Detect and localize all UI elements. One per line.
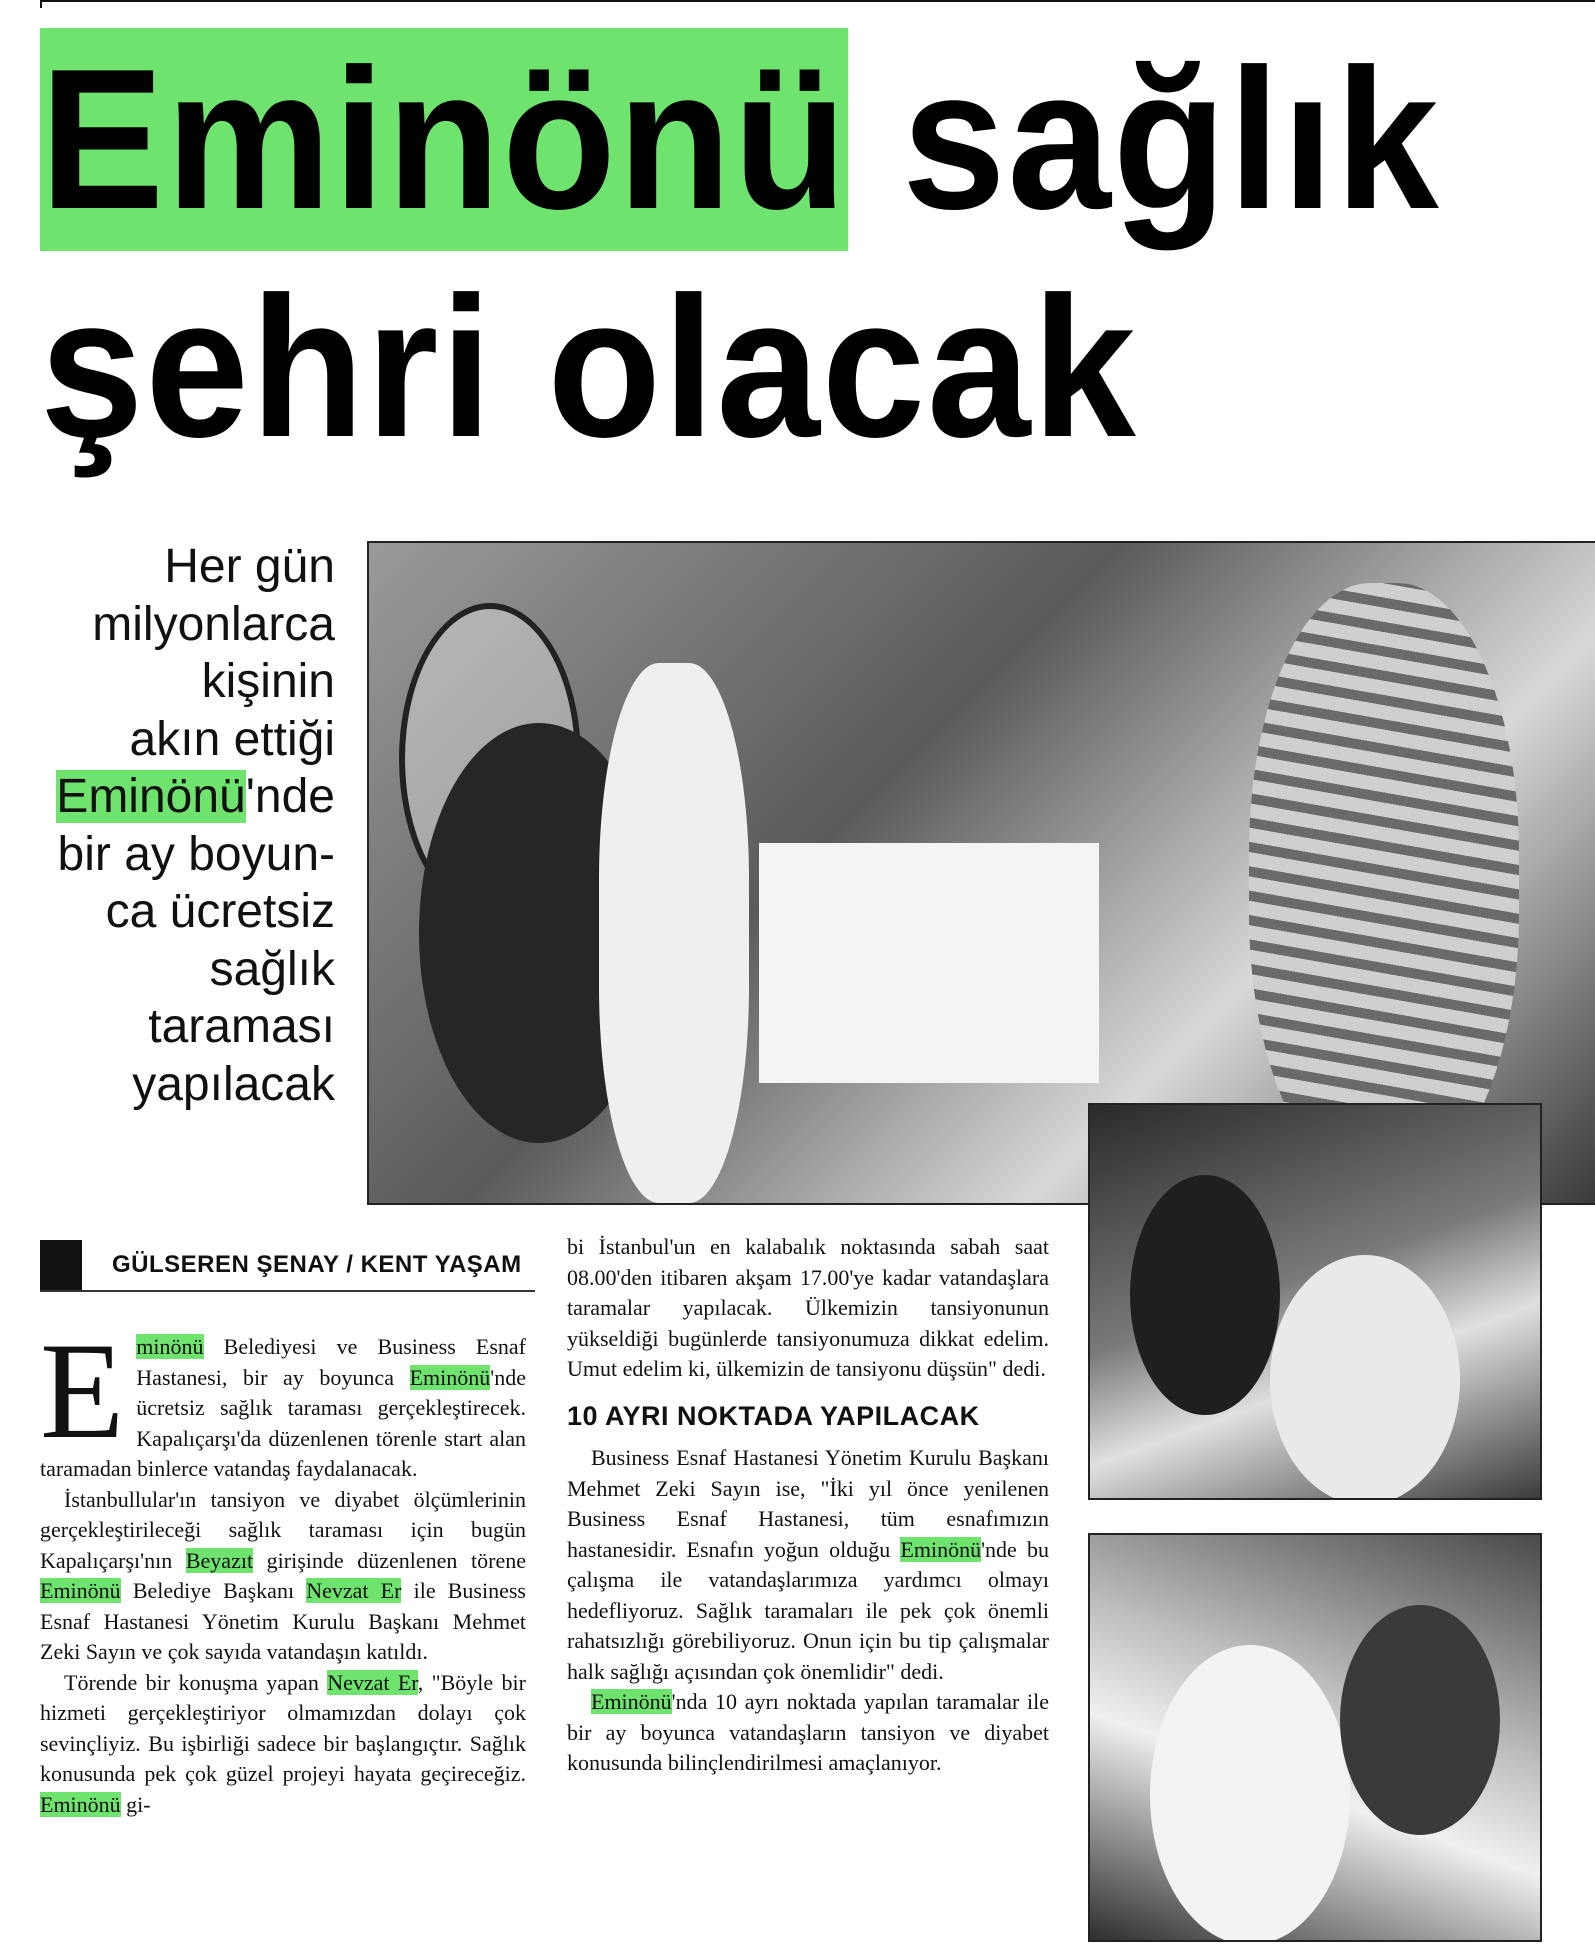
deck-line: Her gün	[164, 540, 335, 593]
article-paragraph: bi İstanbul'un en kalabalık noktasında sabah saat 08.00'den itibaren akşam 17.00'ye kadar vatandaşlara taramalar yapılacak. Ülkemizin tansiyonunun yükseldiği bugünlerde tansiyonumuza dikkat edelim. Umut edelim ki, ülkemizin de tansiyonu düşsün" dedi.	[567, 1234, 1049, 1381]
deck-line: taraması	[148, 1000, 335, 1053]
secondary-photo-1	[1088, 1103, 1542, 1500]
person-shape	[1150, 1645, 1350, 1942]
headline-line-1-rest: sağlık	[848, 28, 1441, 251]
article-paragraph: Eminönü Belediyesi ve Business Esnaf Hastanesi, bir ay boyunca Eminönü'nde ücretsiz sağlık taraması gerçekleştirecek. Kapalıçarşı'da düzenlenen törenle start alan taramadan binlerce vatandaş faydalanacak.	[40, 1314, 526, 1481]
nurse-shape	[599, 663, 749, 1203]
byline-bar	[40, 1240, 82, 1290]
headline-line-2: şehri olacak	[40, 256, 1138, 479]
deck-line: kişinin	[201, 655, 335, 708]
deck-line: milyonlarca	[92, 597, 335, 651]
article-column-2	[567, 1232, 1049, 1779]
person-shape	[1270, 1255, 1460, 1500]
person-shape	[1130, 1175, 1280, 1415]
article-paragraph: Törende bir konuşma yapan Nevzat Er, "Böyle bir hizmeti gerçekleştiriyor olmamızdan dolayı çok sevinçliyiz. Bu işbirliği sadece bir başlangıçtır. Sağlık konusunda pek çok güzel projeyi hayata geçireceğiz. Eminönü gi-	[40, 1669, 526, 1817]
article-column-1	[40, 1314, 526, 1820]
headline-line-1	[40, 28, 1441, 251]
deck-line: bir ay boyun-	[57, 827, 335, 881]
deck-line: sağlık	[209, 942, 335, 996]
headline-highlight: Eminönü	[40, 28, 849, 251]
byline-text: GÜLSEREN ŞENAY / KENT YAŞAM	[112, 1251, 522, 1278]
section-subheading: 10 AYRI NOKTADA YAPILACAK	[567, 1400, 980, 1431]
top-rule	[40, 0, 1595, 8]
article-paragraph: Business Esnaf Hastanesi Yönetim Kurulu Başkanı Mehmet Zeki Sayın ise, "İki yıl önce yenilenen Business Esnaf Hastanesi, tüm esnafımızın hastanesidir. Esnafın yoğun olduğu Eminönü'nde bu çalışma ile vatandaşlarımıza yardımcı olmayı hedefliyoruz. Sağlık taramaları ile pek çok önemli rahatsızlığı görebiliyoruz. Onun için bu tip çalışmalar halk sağlığı açısından çok önemlidir" dedi.	[567, 1445, 1050, 1684]
deck-line: akın ettiği	[129, 712, 335, 766]
deck-line-highlight: Eminönü'nde	[56, 770, 335, 823]
deck-line: yapılacak	[132, 1057, 335, 1111]
deck-line: ca ücretsiz	[105, 885, 335, 938]
article-paragraph: İstanbullular'ın tansiyon ve diyabet ölçümlerinin gerçekleştirileceği sağlık taraması için bugün Kapalıçarşı'nın Beyazıt girişinde düzenlenen törene Eminönü Belediye Başkanı Nevzat Er ile Business Esnaf Hastanesi Yönetim Kurulu Başkanı Mehmet Zeki Sayın ve çok sayıda vatandaşın katıldı.	[40, 1486, 526, 1664]
article-paragraph: Eminönü'nda 10 ayrı noktada yapılan taramalar ile bir ay boyunca vatandaşların tansiyon ve diyabet konusunda bilinçlendirilmesi amaçlanıyor.	[567, 1689, 1049, 1775]
secondary-photo-2	[1088, 1533, 1542, 1942]
table-shape	[759, 843, 1099, 1083]
byline	[40, 1240, 535, 1292]
striped-shirt-man-shape	[1249, 583, 1519, 1183]
drop-cap: E	[40, 1314, 125, 1467]
deck-subheadline	[40, 538, 335, 1113]
person-shape	[1340, 1605, 1500, 1835]
